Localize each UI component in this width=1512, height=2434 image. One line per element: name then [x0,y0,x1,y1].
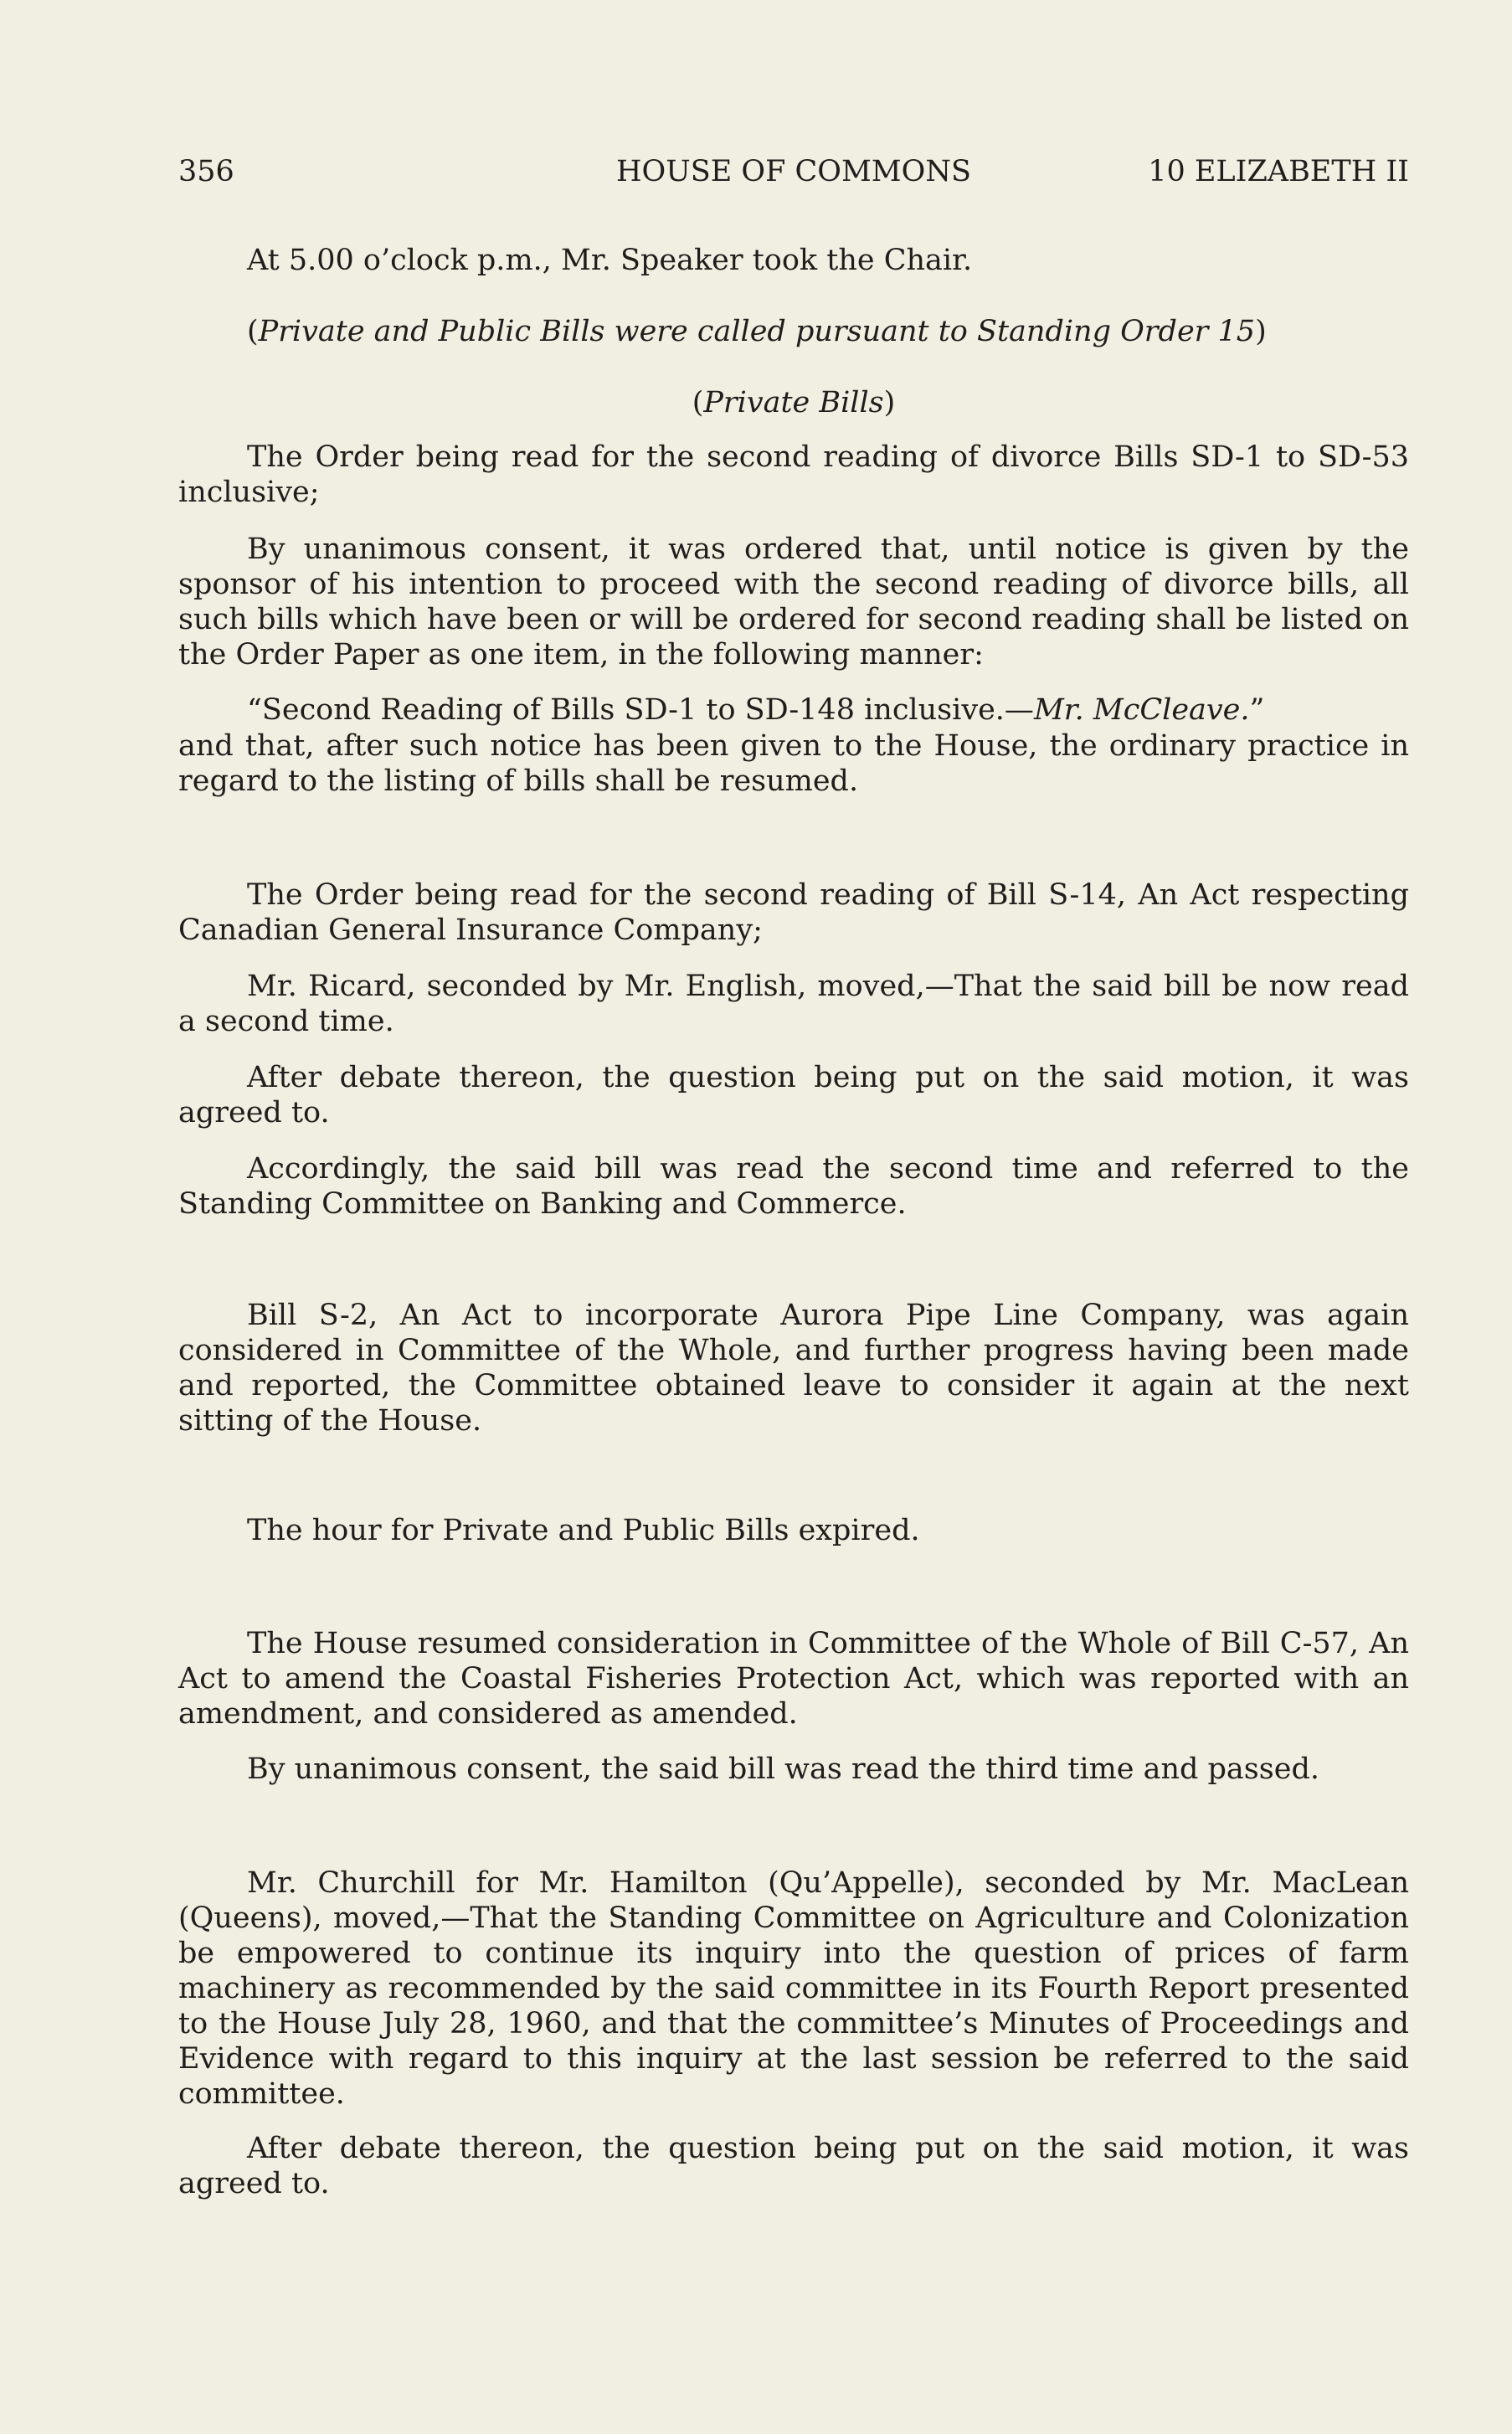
running-head [178,151,1409,193]
bill-c57-passed: By unanimous consent, the said bill was read the third time and passed. [247,1752,1319,1786]
hour-expired: The hour for Private and Public Bills expired. [247,1514,920,1547]
bill-s14-referred: Accordingly, the said bill was read the second time and referred to the Standing Committee on Banking and Commerce. [178,1152,1409,1221]
close-quote: ” [1249,693,1265,727]
ordinary-practice-resumed: and that, after such notice has been given to the House, the ordinary practice in regard to the listing of bills shall be resumed. [178,729,1409,798]
private-bills-text: Private Bills [703,386,884,419]
page-title: HOUSE OF COMMONS [616,155,971,188]
bills-called-note [178,314,1409,349]
bill-s2-committee: Bill S-2, An Act to incorporate Aurora Pipe Line Company, was again considered in Committee of the Whole, and further progress having been made and reported, the Committee obtained leave to consider it again at the next sitting of the House. [178,1299,1409,1438]
bill-s14-order: The Order being read for the second reading of Bill S-14, An Act respecting Canadian General Insurance Company; [178,878,1409,947]
listing-sponsor: Mr. McCleave. [1033,693,1250,727]
divorce-bills-order: The Order being read for the second reading of divorce Bills SD-1 to SD-53 inclusive; [178,440,1409,509]
close-paren: ) [1255,315,1267,348]
open-paren: ( [692,386,704,419]
unanimous-consent-order: By unanimous consent, it was ordered that, until notice is given by the sponsor of his intention to proceed with the second reading of divorce bills, all such bills which have been or will be ordered for second reading shall be listed on the Order Paper as one item, in the following manner: [178,533,1409,672]
listing-text: “Second Reading of Bills SD-1 to SD-148 inclusive.— [247,693,1034,727]
bill-s14-debate: After debate thereon, the question being put on the said motion, it was agreed to. [178,1061,1409,1130]
bill-c57-committee: The House resumed consideration in Committee of the Whole of Bill C-57, An Act to amend the Coastal Fisheries Protection Act, which was reported with an amendment, and considered as amended. [178,1627,1409,1731]
speaker-took-chair: At 5.00 o’clock p.m., Mr. Speaker took the Chair. [247,244,973,277]
close-paren: ) [883,386,896,419]
bills-called-text: Private and Public Bills were called pursuant to Standing Order 15 [258,315,1256,348]
page-number: 356 [178,155,234,188]
private-bills-heading [178,385,1409,420]
bill-s14-motion: Mr. Ricard, seconded by Mr. English, moved,—That the said bill be now read a second time. [178,970,1409,1038]
agriculture-committee-motion: Mr. Churchill for Mr. Hamilton (Qu’Appelle), seconded by Mr. MacLean (Queens), moved,—That the Standing Committee on Agriculture and Colonization be empowered to continue its inquiry into the question of prices of farm machinery as recommended by the said committee in its Fourth Report presented to the House July 28, 1960, and that the committee’s Minutes of Proceedings and Evidence with regard to this inquiry at the last session be referred to the said committee. [178,1866,1409,2111]
regnal-year: 10 ELIZABETH II [1148,155,1409,188]
open-paren: ( [247,315,259,348]
second-reading-listing [178,692,1409,728]
motion-agreed: After debate thereon, the question being put on the said motion, it was agreed to. [178,2132,1409,2200]
